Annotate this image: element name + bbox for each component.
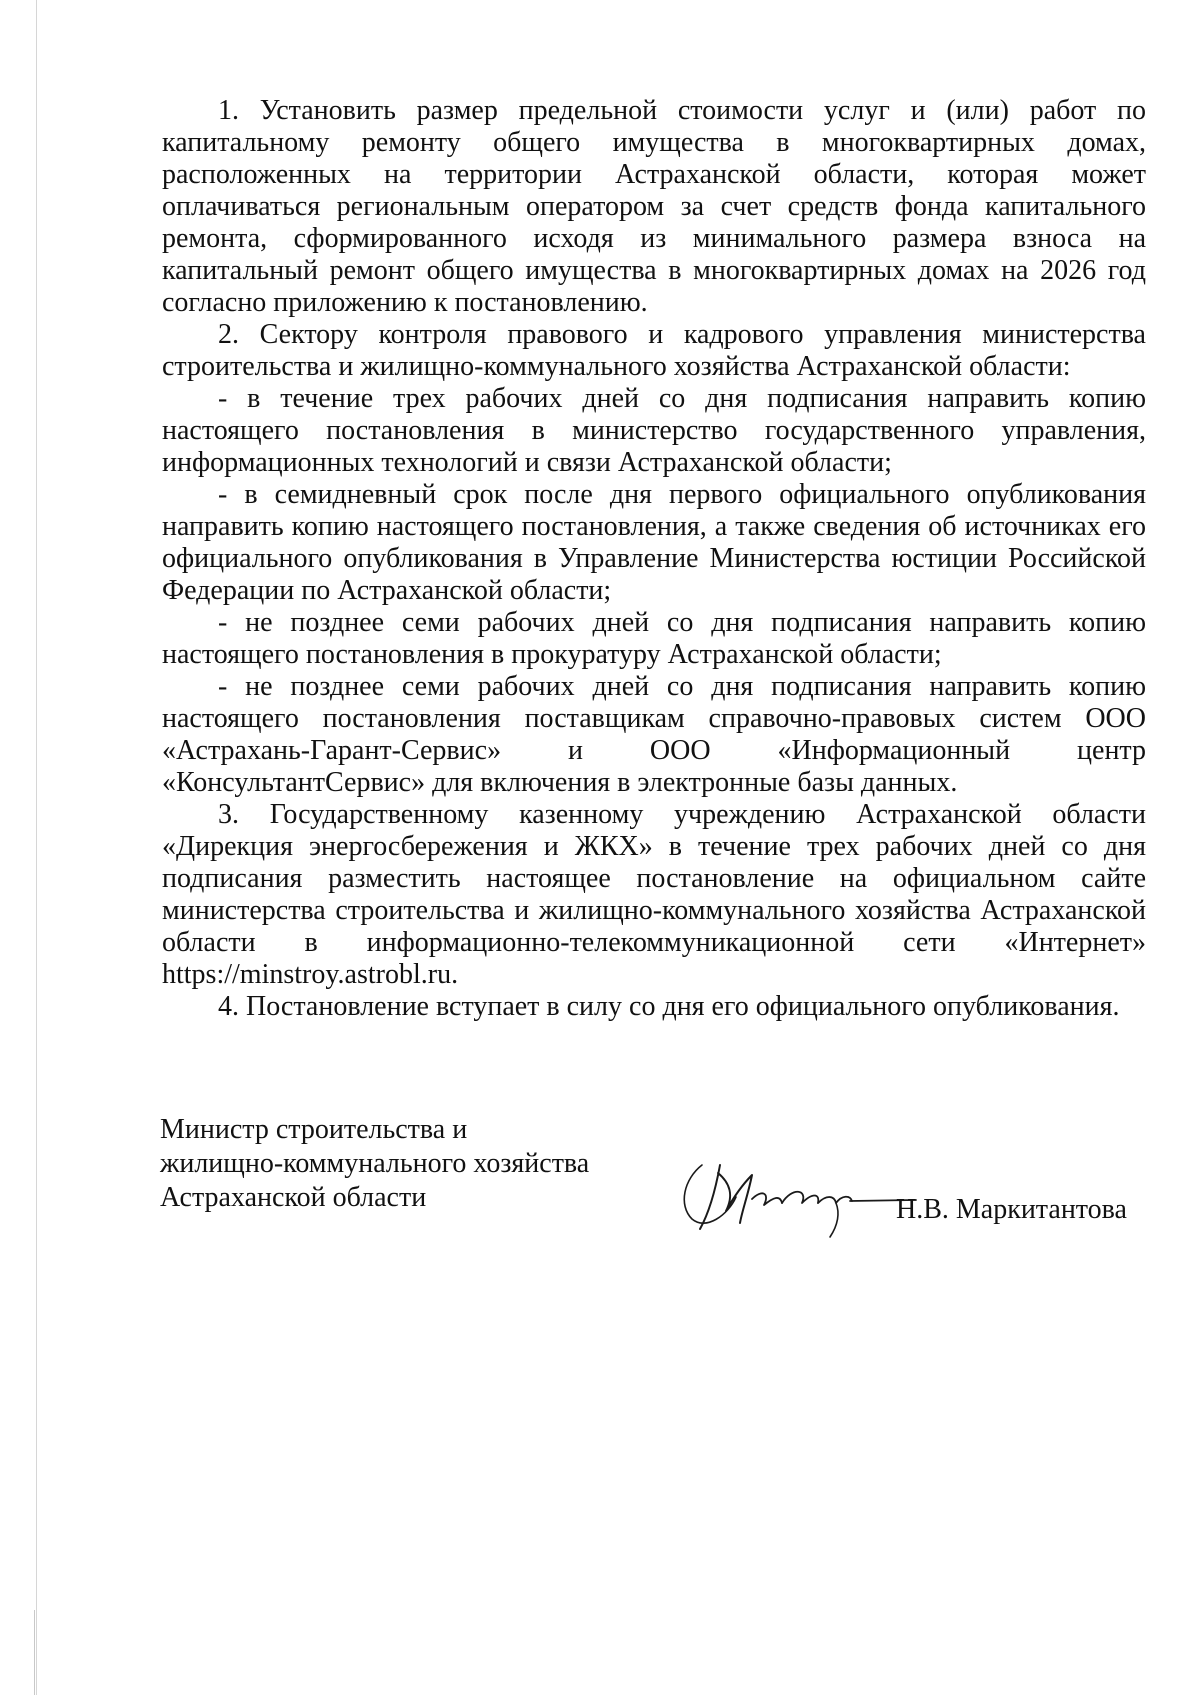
paragraph-2-item-1: - в течение трех рабочих дней со дня подписания направить копию настоящего постановления в министерство государственного управления, информационных технологий и связи Астраханской области;: [162, 383, 1146, 478]
scan-edge-mark: [34, 1610, 35, 1695]
document-body: [162, 95, 1146, 1023]
signature-block: [160, 1113, 1160, 1233]
paragraph-2-item-3: - не позднее семи рабочих дней со дня подписания направить копию настоящего постановления в прокуратуру Астраханской области;: [162, 607, 1146, 670]
signatory-title-line: Министр строительства и: [160, 1114, 468, 1145]
paragraph-3: 3. Государственному казенному учреждению Астраханской области «Дирекция энергосбережения и ЖКХ» в течение трех рабочих дней со дня подписания разместить настоящее постановление на официальном сайте министерства строительства и жилищно-коммунального хозяйства Астраханской области в информационно-телекоммуникационной сети «Интернет» https://minstroy.astrobl.ru.: [162, 799, 1146, 990]
paragraph-2-item-2: - в семидневный срок после дня первого официального опубликования направить копию настоящего постановления, а также сведения об источниках его официального опубликования в Управление Министерства юстиции Российской Федерации по Астраханской области;: [162, 479, 1146, 606]
paragraph-2-item-4: - не позднее семи рабочих дней со дня подписания направить копию настоящего постановления поставщикам справочно-правовых систем ООО «Астрахань-Гарант-Сервис» и ООО «Информационный центр «КонсультантСервис» для включения в электронные базы данных.: [162, 671, 1146, 798]
handwritten-signature-icon: [670, 1153, 930, 1248]
signatory-title: [160, 1113, 640, 1215]
paragraph-2: 2. Сектору контроля правового и кадрового управления министерства строительства и жилищно-коммунального хозяйства Астраханской области:: [162, 319, 1146, 382]
signatory-title-line: жилищно-коммунального хозяйства: [160, 1148, 590, 1179]
paragraph-1: 1. Установить размер предельной стоимости услуг и (или) работ по капитальному ремонту общего имущества в многоквартирных домах, расположенных на территории Астраханской области, которая может оплачиваться региональным оператором за счет средств фонда капитального ремонта, сформированного исходя из минимального размера взноса на капитальный ремонт общего имущества в многоквартирных домах на 2026 год согласно приложению к постановлению.: [162, 95, 1146, 318]
signatory-name: Н.В. Маркитантова: [896, 1194, 1127, 1225]
paragraph-4: 4. Постановление вступает в силу со дня его официального опубликования.: [218, 991, 1120, 1022]
scan-edge-line: [36, 0, 37, 1695]
signatory-title-line: Астраханской области: [160, 1182, 427, 1213]
